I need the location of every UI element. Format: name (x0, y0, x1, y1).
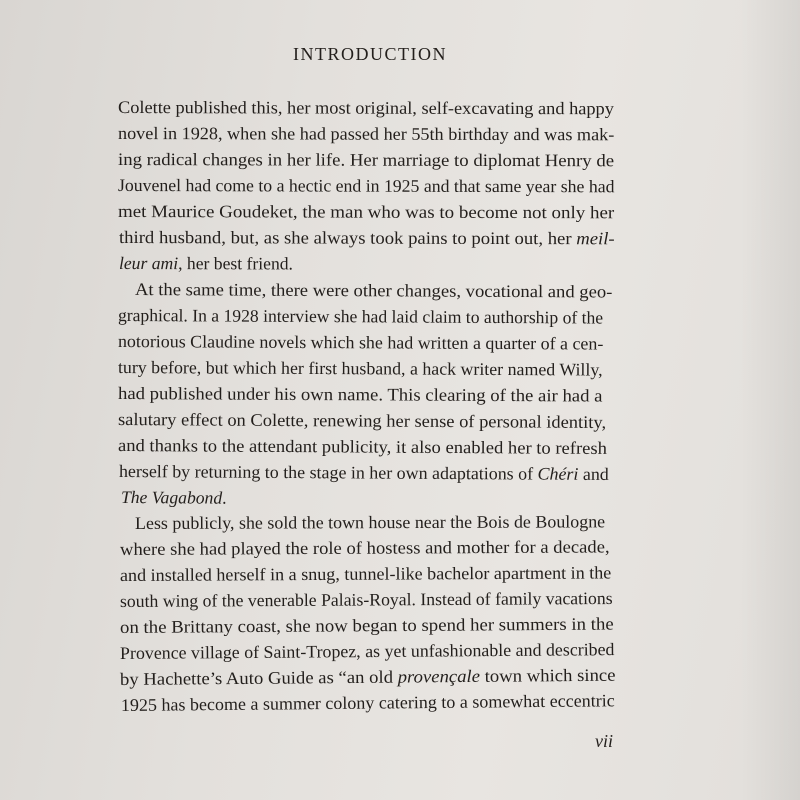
italic-run: Chéri (537, 463, 579, 484)
text-line (121, 687, 615, 718)
text-run: salutary effect on Colette, renewing her sense of personal identity, (117, 409, 607, 432)
text-line (120, 559, 611, 588)
text-run: third husband, but, as she always took pains to point out, her (118, 227, 577, 249)
text-run: 1925 has become a summer colony catering to a somewhat eccentric (120, 690, 615, 715)
text-run: town which since (479, 664, 616, 686)
text-run: tury before, but which her first husband, a hack writer named Willy, (117, 357, 603, 380)
text-line (120, 585, 613, 614)
text-line (118, 120, 614, 147)
chapter-heading: INTRODUCTION (293, 44, 447, 64)
text-run: herself by returning to the stage in her own adaptations of (118, 461, 538, 484)
text-line (118, 328, 603, 357)
text-line (118, 354, 603, 383)
text-line (118, 146, 614, 173)
text-run: Colette published this, her most original, self-excavating and happy (117, 97, 614, 119)
text-line (118, 198, 614, 225)
text-run: Provence village of Saint-Tropez, as yet unfashionable and described (119, 639, 615, 663)
text-run: and installed herself in a snug, tunnel-like bachelor apartment in the (119, 562, 612, 585)
text-run: met Maurice Goudeket, the man who was to become not only her (117, 201, 615, 223)
text-line (135, 276, 613, 304)
italic-run: meil- (576, 228, 615, 249)
text-run: ing radical changes in her life. Her marriage to diplomat Henry de (117, 149, 615, 171)
text-run: Jouvenel had come to a hectic end in 1925 and that same year she had (117, 175, 615, 197)
italic-run: The Vagabond (120, 487, 223, 508)
text-run: At the same time, there were other changes, vocational and geo- (134, 279, 613, 302)
text-run: south wing of the venerable Palais-Royal. Instead of family vacations (119, 587, 613, 611)
text-line (121, 484, 227, 511)
text-run: by Hachette’s Auto Guide as “an old (119, 666, 398, 689)
text-run: and thanks to the attendant publicity, it also enabled her to refresh (117, 435, 608, 458)
text-run: and (578, 463, 609, 484)
italic-run: leur ami (118, 253, 179, 274)
text-line (119, 250, 293, 276)
text-run: on the Brittany coast, she now began to spend her summers in the (119, 613, 614, 637)
text-line (119, 224, 615, 251)
text-run: notorious Claudine novels which she had written a quarter of a cen- (117, 331, 604, 354)
text-line (118, 432, 607, 461)
page-number: vii (595, 731, 613, 751)
text-line (135, 508, 605, 536)
text-line (118, 94, 614, 121)
text-line (120, 533, 610, 562)
text-line (118, 380, 603, 409)
text-run: , her best friend. (178, 253, 293, 274)
text-run: had published under his own name. This clearing of the air had a (117, 383, 603, 406)
text-line (118, 302, 603, 331)
italic-run: provençale (397, 665, 481, 687)
text-line (118, 172, 615, 199)
text-run: . (222, 487, 227, 508)
text-line (120, 611, 614, 640)
text-run: novel in 1928, when she had passed her 55th birthday and was mak- (117, 123, 615, 145)
text-run: Less publicly, she sold the town house near the Bois de Boulogne (134, 511, 606, 533)
text-line (118, 406, 606, 435)
text-run: where she had played the role of hostess and mother for a decade, (119, 536, 610, 559)
text-run: graphical. In a 1928 interview she had laid claim to authorship of the (117, 305, 604, 328)
text-line (119, 458, 609, 487)
